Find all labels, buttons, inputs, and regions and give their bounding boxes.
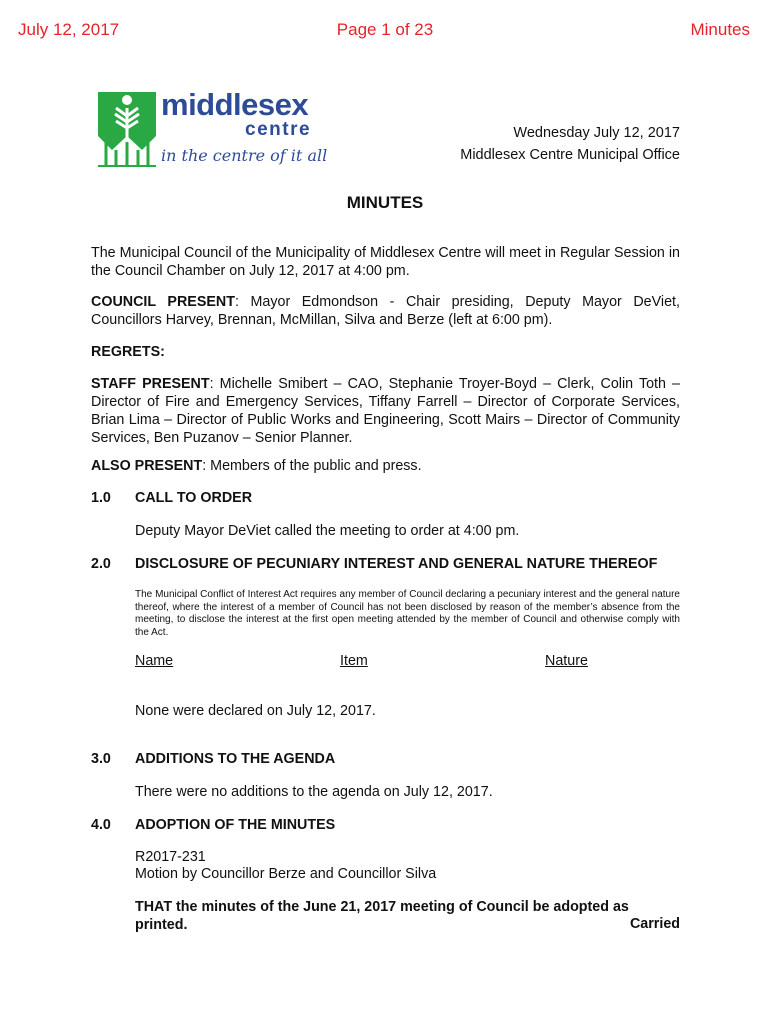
council-present-label: COUNCIL PRESENT (91, 294, 235, 310)
staff-present-paragraph (91, 375, 680, 447)
meeting-location: Middlesex Centre Municipal Office (460, 147, 680, 163)
council-present-paragraph (91, 293, 680, 329)
council-present-text: : Mayor Edmondson - Chair presiding, Deputy Mayor DeViet, Councillors Harvey, Brennan, McMillan, Silva and Berze (left at 6:00 pm). (91, 294, 680, 328)
also-present-label: ALSO PRESENT (91, 458, 203, 474)
intro-paragraph: The Municipal Council of the Municipality of Middlesex Centre will meet in Regular Session in the Council Chamber on July 12, 2017 at 4:00 pm. (91, 245, 680, 279)
call-to-order-text: Deputy Mayor DeViet called the meeting to order at 4:00 pm. (135, 523, 520, 539)
section-disclosure (91, 555, 680, 573)
conflict-of-interest-notice: The Municipal Conflict of Interest Act requires any member of Council declaring a pecuniary interest and the general nature thereof, where the interest of a member of Council has not been disclosed by reason of the member’s absence from the meeting, to disclose the interest at the first open meeting attended by the member of Council and otherwise comply with the Act. (135, 589, 680, 638)
document-title: MINUTES (346, 193, 424, 212)
also-present-text: : Members of the public and press. (202, 458, 422, 474)
also-present-paragraph (91, 457, 680, 475)
column-nature: Nature (545, 653, 588, 669)
section-call-to-order (91, 489, 680, 507)
logo-wordmark: middlesex (161, 87, 309, 122)
meeting-date: Wednesday July 12, 2017 (513, 125, 680, 141)
logo-subword: centre (245, 119, 312, 140)
section-title: DISCLOSURE OF PECUNIARY INTEREST AND GENERAL NATURE THEREOF (135, 556, 658, 572)
leaf-emblem-icon (96, 88, 158, 168)
additions-text: There were no additions to the agenda on July 12, 2017. (135, 784, 493, 800)
disclosure-result: None were declared on July 12, 2017. (135, 703, 376, 719)
section-additions (91, 750, 680, 768)
meeting-info (460, 122, 680, 166)
motion-result: Carried (629, 916, 680, 932)
staff-present-text: : Michelle Smibert – CAO, Stephanie Troyer-Boyd – Clerk, Colin Toth – Director of Fire and Emergency Services, Tiffany Farrell – Director of Corporate Services, Brian Lima – Director of Public Works and Engineering, Scott Mairs – Director of Community Services, Ben Puzanov – Senior Planner. (91, 376, 681, 446)
section-number: 1.0 (91, 490, 111, 506)
resolution-number: R2017-231 (135, 849, 206, 865)
disclosure-table-header (135, 652, 680, 670)
section-title: ADDITIONS TO THE AGENDA (135, 751, 336, 767)
staff-present-label: STAFF PRESENT (91, 376, 210, 392)
column-item: Item (340, 653, 368, 669)
section-number: 2.0 (91, 556, 111, 572)
section-adoption-of-minutes (91, 816, 680, 834)
header-date: July 12, 2017 (18, 20, 120, 39)
section-title: CALL TO ORDER (135, 490, 253, 506)
resolution-that-clause: THAT the minutes of the June 21, 2017 meeting of Council be adopted as printed. (135, 899, 629, 933)
column-name: Name (135, 653, 174, 669)
section-number: 4.0 (91, 817, 111, 833)
motion-text: Motion by Councillor Berze and Councillor Silva (135, 866, 437, 882)
header-doc-type: Minutes (690, 20, 750, 39)
middlesex-centre-logo (96, 88, 336, 172)
regrets-label: REGRETS: (91, 344, 165, 360)
logo-tagline: in the centre of it all (161, 146, 328, 165)
section-title: ADOPTION OF THE MINUTES (135, 817, 336, 833)
header-page-number: Page 1 of 23 (336, 20, 434, 39)
section-number: 3.0 (91, 751, 111, 767)
